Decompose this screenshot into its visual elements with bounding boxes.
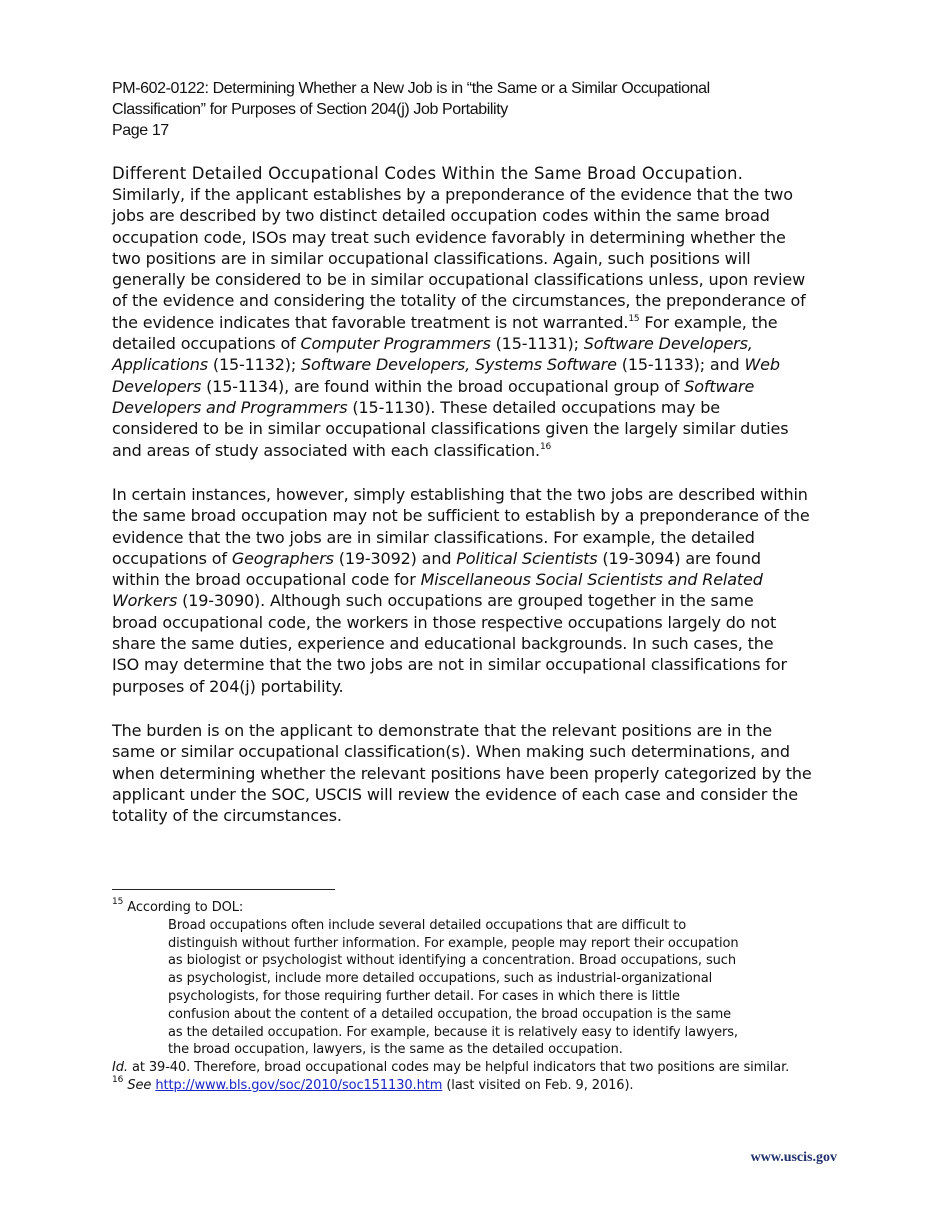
block-quote-line: confusion about the content of a detailed occupation, the broad occupation is the same	[168, 1006, 732, 1022]
occupation-title: Geographers	[231, 548, 334, 568]
text-line	[112, 440, 848, 461]
text-line: when determining whether the relevant positions have been properly categorized by the	[112, 763, 812, 783]
text-line: broad occupational code, the workers in those respective occupations largely do not	[112, 612, 777, 632]
footnote-number: 15	[112, 897, 124, 907]
text-line	[112, 376, 848, 397]
paragraph-3	[112, 720, 848, 826]
text: within the broad occupational code for	[112, 570, 421, 590]
footnote-15	[112, 899, 848, 917]
occupation-title: Software	[684, 376, 755, 396]
text-line: two positions are in similar occupational classifications. Again, such positions will	[112, 248, 751, 268]
paragraph-2	[112, 484, 848, 697]
occupation-title: Developers	[112, 376, 202, 396]
footnotes	[112, 899, 848, 1095]
text-line: ISO may determine that the two jobs are not in similar occupational classifications for	[112, 655, 787, 675]
occupation-title: Software Developers,	[583, 334, 753, 354]
occupation-title: Workers	[112, 591, 178, 611]
footnote-ref-16[interactable]: 16	[539, 441, 552, 452]
document-header	[112, 78, 852, 141]
text-line: jobs are described by two distinct detailed occupation codes within the same broad	[112, 206, 770, 226]
text-line: purposes of 204(j) portability.	[112, 676, 344, 696]
block-quote-line: as biologist or psychologist without identifying a concentration. Broad occupations, such	[168, 953, 736, 969]
text-line	[112, 569, 848, 590]
text-line: of the evidence and considering the totality of the circumstances, the preponderance of	[112, 291, 806, 311]
text-line: occupation code, ISOs may treat such evidence favorably in determining whether the	[112, 227, 786, 247]
text-line	[112, 333, 848, 354]
text: (19-3094) are found	[597, 548, 761, 568]
text-line	[112, 354, 848, 375]
text: and areas of study associated with each classification.	[112, 440, 540, 460]
text: (15-1133); and	[616, 355, 745, 375]
text: (15-1130). These detailed occupations may be	[347, 397, 720, 417]
text-line: totality of the circumstances.	[112, 806, 342, 826]
text-line: the same broad occupation may not be sufficient to establish by a preponderance of the	[112, 506, 810, 526]
block-quote-line: psychologists, for those requiring further detail. For cases in which there is little	[168, 988, 680, 1004]
text-line	[112, 312, 848, 333]
header-title-line-1: PM-602-0122: Determining Whether a New Job is in “the Same or a Similar Occupational	[112, 80, 710, 97]
header-title-line-2: Classification” for Purposes of Section 204(j) Job Portability	[112, 101, 508, 118]
occupation-title: Computer Programmers	[300, 334, 491, 354]
text: According to DOL:	[123, 900, 244, 915]
footnote-16	[112, 1074, 848, 1095]
text: detailed occupations of	[112, 334, 301, 354]
paragraph-1	[112, 184, 848, 461]
footnote-divider	[112, 889, 335, 890]
block-quote-line: as the detailed occupation. For example, because it is relatively easy to identify lawyers,	[168, 1024, 738, 1040]
block-quote-line: the broad occupation, lawyers, is the same as the detailed occupation.	[168, 1042, 623, 1058]
occupation-title: Developers and Programmers	[112, 397, 348, 417]
text: (19-3092) and	[333, 548, 457, 568]
section-heading: Different Detailed Occupational Codes Within the Same Broad Occupation.	[112, 164, 744, 183]
footnote-ref-15[interactable]: 15	[628, 313, 640, 324]
text: (15-1134), are found within the broad occupational group of	[201, 376, 685, 396]
text-line: applicant under the SOC, USCIS will review the evidence of each case and consider the	[112, 784, 798, 804]
text-line: evidence that the two jobs are in similar classifications. For example, the detailed	[112, 527, 755, 547]
block-quote-line: as psychologist, include more detailed occupations, such as industrial-organizational	[168, 971, 713, 987]
text-line	[112, 590, 848, 611]
text-line: In certain instances, however, simply establishing that the two jobs are described within	[112, 485, 808, 504]
text-line: share the same duties, experience and educational backgrounds. In such cases, the	[112, 634, 774, 654]
footnote-number: 16	[112, 1074, 124, 1085]
text-line: same or similar occupational classification(s). When making such determinations, and	[112, 742, 790, 762]
text: For example, the	[639, 312, 778, 332]
signal-word: See	[127, 1077, 152, 1093]
block-quote-line: Broad occupations often include several detailed occupations that are difficult to	[168, 917, 687, 933]
text: (19-3090). Although such occupations are grouped together in the same	[177, 591, 754, 611]
text: at 39-40. Therefore, broad occupational codes may be helpful indicators that two positions are similar.	[127, 1060, 790, 1076]
text-line: considered to be in similar occupational classifications given the largely similar duties	[112, 419, 789, 439]
text-line	[112, 397, 848, 418]
citation-id: Id.	[112, 1060, 128, 1076]
text-line: Similarly, if the applicant establishes by a preponderance of the evidence that the two	[112, 185, 793, 204]
occupation-title: Web	[744, 355, 780, 375]
text: the evidence indicates that favorable treatment is not warranted.	[112, 312, 629, 332]
text: (last visited on Feb. 9, 2016).	[442, 1077, 634, 1093]
text: occupations of	[112, 548, 232, 568]
text-line	[112, 548, 848, 569]
text: (15-1131);	[490, 334, 584, 354]
occupation-title: Applications	[112, 355, 208, 375]
text: (15-1132);	[207, 355, 302, 375]
occupation-title: Political Scientists	[456, 548, 598, 568]
occupation-title: Software Developers, Systems Software	[301, 355, 617, 375]
occupation-title: Miscellaneous Social Scientists and Related	[420, 570, 763, 590]
block-quote-line: distinguish without further information. For example, people may report their occupation	[168, 935, 739, 951]
text-line: The burden is on the applicant to demonstrate that the relevant positions are in the	[112, 721, 773, 740]
footnote-15-citation	[112, 1059, 848, 1077]
page-number: Page 17	[112, 122, 169, 139]
text-line: generally be considered to be in similar occupational classifications unless, upon review	[112, 270, 806, 290]
bls-link[interactable]: http://www.bls.gov/soc/2010/soc151130.htm	[155, 1077, 443, 1093]
footer-website: www.uscis.gov	[750, 1150, 837, 1165]
